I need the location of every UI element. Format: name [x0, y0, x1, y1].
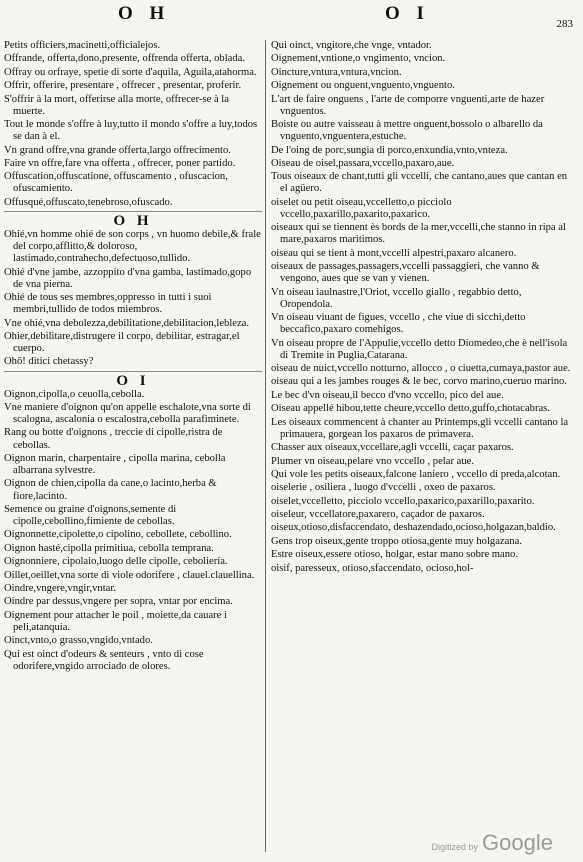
dictionary-entry: oiseaux qui se tiennent ès bords de la mer,vccelli,che stanno in ripa al mare,paxaros maritimos.: [271, 222, 566, 246]
dictionary-entry: Faire vn offre,fare vna offerta , offrecer, poner partido.: [4, 157, 236, 169]
dictionary-entry: Oindre,vngere,vngir,vntar.: [4, 582, 116, 594]
dictionary-entry: Qui vole les petits oiseaux,falcone laniero , vccello di preda,alcotan.: [271, 468, 561, 480]
dictionary-entry: oiseau qui a les jambes rouges & le bec, corvo marino,cueruo marino.: [271, 376, 567, 388]
dictionary-entry: Oignement ou onguent,vnguento,vnguento.: [271, 80, 455, 92]
dictionary-entry: S'offrir à la mort, offerirse alla morte, offrecer-se à la muerte.: [4, 93, 229, 117]
dictionary-entry: Oignement,vntione,o vngimento, vncion.: [271, 53, 446, 65]
dictionary-entry: Vne ohié,vna debolezza,debilitatione,debilitacion,lebleza.: [4, 317, 250, 329]
dictionary-entry: Oiseau appellé hibou,tette cheure,vccello detto,guffo,chotacabras.: [271, 403, 550, 415]
dictionary-entry: Gens trop oiseux,gente troppo otiosa,gente muy holgazana.: [271, 535, 522, 547]
dictionary-entry: Petits officiers,macinetti,officialejos.: [4, 40, 161, 51]
dictionary-entry: Ohié,vn homme ohié de son corps , vn huomo debile,& frale del corpo,afflitto,& doloroso, lastimado,contrahecho,defectuoso,tullido.: [4, 228, 261, 265]
dictionary-entry: oiseaux de passages,passagers,vccelli passaggieri, che vanno & vengono, aues que se van y vienen.: [271, 261, 540, 285]
dictionary-entry: Offusqué,offuscato,tenebroso,ofuscado.: [4, 196, 173, 208]
dictionary-entry: Vn oiseau viuant de figues, vccello , che viue di sicchi,detto beccafico,paxaro comehigos.: [271, 312, 526, 336]
digitized-label: Digitized by: [431, 842, 479, 852]
dictionary-entry: Vn oiseau iaulnastre,l'Oriot, vccello giallo , regabbio detto, Oropendola.: [271, 286, 522, 310]
dictionary-entry: Oignon,cipolla,o ceuolla,cebolla.: [4, 388, 145, 400]
right-running-head: O I: [385, 3, 430, 24]
dictionary-entry: Oiseau de oisel,passara,vccello,paxaro,aue.: [271, 157, 455, 169]
right-column: [271, 40, 575, 576]
dictionary-entry: Ohô! ditici chetassy?: [4, 356, 94, 368]
section-rule: [4, 371, 262, 372]
column-divider: [265, 40, 266, 852]
entries-group-oh-ohie: [4, 229, 262, 369]
dictionary-entry: Les oiseaux commencent à chanter au Printemps,gli vccelli cantano la primauera, gorgean los paxaros de primavera.: [271, 416, 569, 440]
dictionary-entry: Tous oiseaux de chant,tutti gli vccelli, che cantano,aues que cantan en el agüero.: [271, 171, 568, 195]
dictionary-entry: Chasser aux oiseaux,vccellare,agli vccelli, caçar paxaros.: [271, 442, 514, 454]
dictionary-entry: Ohié de tous ses membres,oppresso in tutti i suoi membri,tullido de todos miembros.: [4, 292, 212, 316]
google-logo: Google: [482, 830, 553, 855]
entries-group-right: [271, 40, 575, 575]
dictionary-entry: Offrir, offerire, presentare , offrecer , presentar, proferir.: [4, 80, 242, 92]
dictionary-entry: Boiste ou autre vaisseau à mettre onguent,bossolo o albarello da vnguento,vnguentera,estuche.: [271, 119, 543, 143]
section-heading-oi: O I: [116, 372, 150, 389]
dictionary-entry: Oignon marin, charpentaire , cipolla marina, cebolla albarrana sylvestre.: [4, 452, 226, 477]
dictionary-entry: oiseau qui se tient à mont,vccelli alpestri,paxaro alcanero.: [271, 247, 517, 259]
dictionary-entry: oiseux,otioso,disfaccendato, deshazendado,ocioso,holgazan,baldio.: [271, 522, 556, 534]
dictionary-entry: L'art de faire onguens , l'arte de comporre vnguenti,arte de hazer vnguentos.: [271, 93, 545, 117]
dictionary-entry: Ohié d'vne jambe, azzoppito d'vna gamba, lastimado,gopo de vna pierna.: [4, 266, 252, 290]
dictionary-entry: Oillet,oeillet,vna sorte di viole odorifere , clauel.clauellina.: [4, 569, 255, 581]
dictionary-entry: oiseleur, vccellatore,paxarero, caçador de paxaros.: [271, 509, 485, 521]
dictionary-entry: De l'oing de porc,sungia di porco,enxundia,vnto,vnteza.: [271, 144, 508, 156]
entries-group-oi: [4, 389, 262, 673]
dictionary-entry: Oincture,vntura,vntura,vncion.: [271, 66, 402, 78]
entries-group-oh-offre: [4, 40, 262, 209]
dictionary-entry: oiseau de nuict,vccello notturno, allocco , o ciuetta,cumaya,pastor aue.: [271, 363, 571, 375]
dictionary-entry: Oinct,vnto,o grasso,vngido,vntado.: [4, 635, 153, 647]
dictionary-entry: Vn grand offre,vna grande offerta,largo offrecimento.: [4, 144, 231, 156]
section-rule: [4, 211, 262, 212]
dictionary-entry: Oignement pour attacher le poil , moiette,da cauare i peli,atanquia.: [4, 609, 227, 633]
dictionary-entry: Oignon de chien,cipolla da cane,o lacinto,herba & fiore,lacinto.: [4, 478, 217, 502]
dictionary-entry: Vne maniere d'oignon qu'on appelle eschalote,vna sorte di scalogna, ascalonia o escalostra,cebolla parafiminete.: [4, 401, 251, 426]
section-heading-oh: O H: [113, 212, 153, 229]
dictionary-entry: oiselerie , osiliera , luogo d'vccelli , oxeo de paxaros.: [271, 482, 496, 494]
dictionary-entry: Le bec d'vn oiseau,il becco d'vno vccello, pico del aue.: [271, 389, 504, 401]
digitized-by-google-watermark: [432, 830, 553, 856]
dictionary-entry: Qui oinct, vngitore,che vnge, vntador.: [271, 40, 432, 51]
page-number: 283: [556, 18, 573, 30]
left-running-head: O H: [118, 3, 171, 24]
dictionary-entry: oisif, paresseux, otioso,sfaccendato, ocioso,hol-: [271, 562, 474, 574]
dictionary-entry: Tout le monde s'offre à luy,tutto il mondo s'offre a luy,todos se dan à el.: [4, 119, 258, 143]
dictionary-entry: Qui est oinct d'odeurs & senteurs , vnto di cose odorifere,vngido arrociado de olores.: [4, 648, 204, 672]
dictionary-entry: oiselet ou petit oiseau,vccelletto,o picciolo vccello,paxarillo,paxarito,paxarico.: [271, 196, 452, 220]
dictionary-entry: Semence ou graine d'oignons,semente di cipolle,cebollino,fimiente de cebollas.: [4, 503, 177, 528]
dictionary-entry: Vn oiseau propre de l'Appulie,vccello detto Diomedeo,che è nell'isola di Tremite in Puglia,Catarana.: [271, 337, 568, 361]
dictionary-entry: Offrande, offerta,dono,presente, offrenda offerta, oblada.: [4, 53, 246, 65]
dictionary-entry: Oignonniere, cipolaio,luogo delle cipolle, ceboliería.: [4, 556, 228, 568]
dictionary-entry: Rang ou botte d'oignons , treccie di cipolle,ristra de cebollas.: [4, 427, 223, 451]
dictionary-entry: oiselet,vccelletto, picciolo vccello,paxarico,paxarillo,paxarito.: [271, 495, 535, 507]
left-column: [4, 40, 262, 674]
dictionary-entry: Oindre par dessus,vngere per sopra, vntar por encima.: [4, 596, 233, 608]
dictionary-entry: Estre oiseux,essere otioso, holgar, estar mano sobre mano.: [271, 549, 518, 561]
dictionary-entry: Offray ou orfraye, spetie di sorte d'aquila, Aguila,atahorma.: [4, 66, 257, 78]
dictionary-entry: Oignon hasté,cipolla primitiua, cebolla temprana.: [4, 542, 214, 554]
dictionary-entry: Ohier,debilitare,distrugere il corpo, debilitar, estragar,el cuerpo.: [4, 330, 240, 355]
dictionary-entry: Oignonnette,cipolette,o cipolino, cebollete, cebollino.: [4, 529, 232, 541]
dictionary-entry: Plumer vn oiseau,pelare vno vccello , pelar aue.: [271, 455, 474, 467]
dictionary-entry: Offuscation,offuscatione, offuscamento , ofuscacion, ofuscamiento.: [4, 171, 228, 195]
